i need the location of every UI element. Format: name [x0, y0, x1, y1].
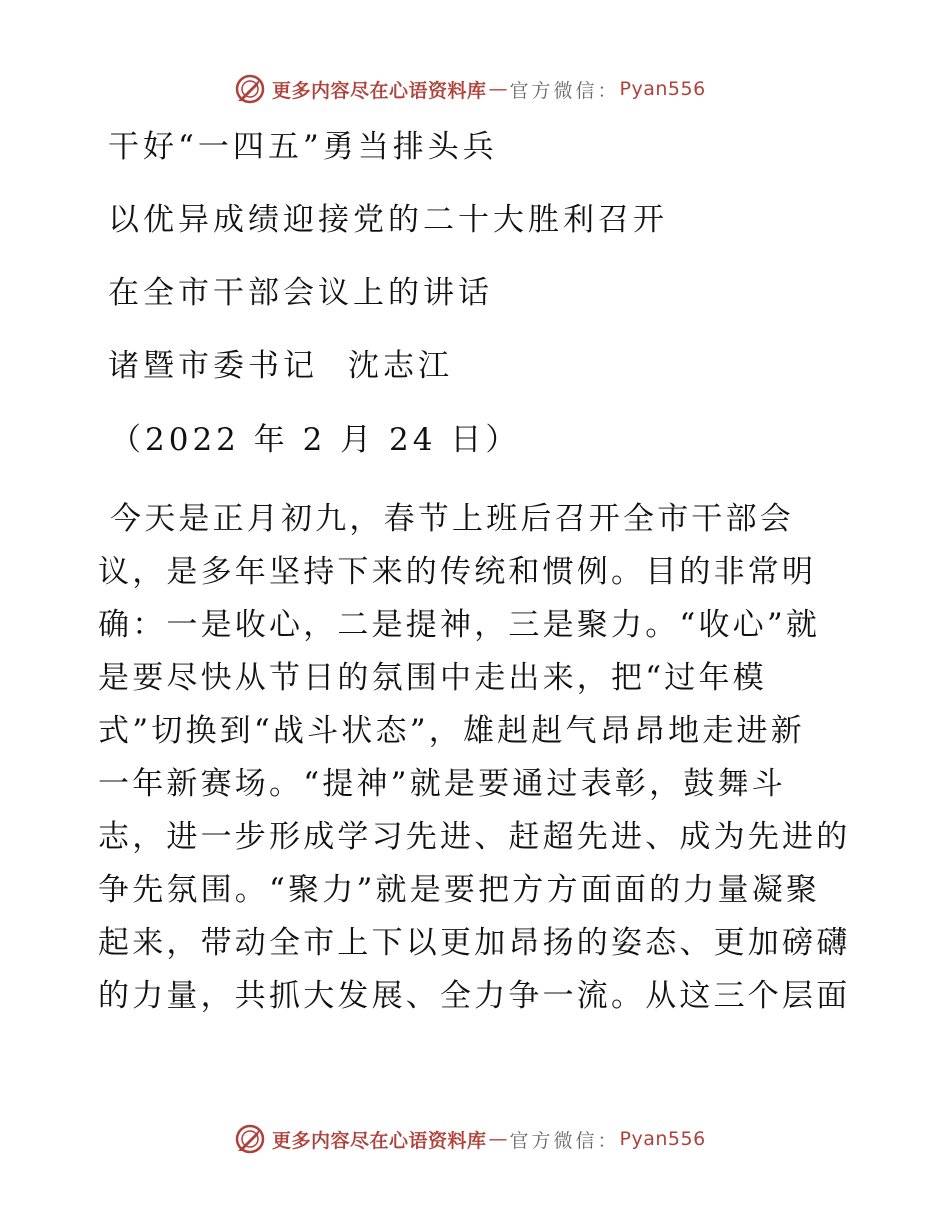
pen-logo-icon — [234, 1123, 266, 1155]
watermark-label: 官方微信： — [509, 1129, 620, 1152]
speech-body — [98, 493, 850, 1023]
body-line: 今天是正月初九，春节上班后召开全市干部会 — [110, 501, 794, 537]
speech-title: 干好“一四五”勇当排头兵 — [108, 129, 498, 165]
watermark-banner-bottom — [234, 1122, 706, 1156]
pen-logo-icon — [234, 73, 266, 105]
body-line: 志，进一步形成学习先进、赶超先进、成为先进的 — [98, 819, 850, 855]
body-line: 一年新赛场。“提神”就是要通过表彰，鼓舞斗 — [98, 766, 786, 802]
speech-subtitle: 以优异成绩迎接党的二十大胜利召开 — [108, 202, 668, 238]
body-line: 确：一是收心，二是提神，三是聚力。“收心”就 — [98, 607, 821, 643]
body-line: 的力量，共抓大发展、全力争一流。从这三个层面 — [98, 978, 850, 1014]
watermark-dash: — — [488, 78, 508, 100]
watermark-wechat-id: Pyan556 — [619, 78, 706, 100]
body-line: 议，是多年坚持下来的传统和惯例。目的非常明 — [98, 554, 817, 590]
watermark-wechat-id: Pyan556 — [619, 1128, 706, 1150]
speech-occasion: 在全市干部会议上的讲话 — [108, 275, 493, 311]
watermark-banner-top — [234, 72, 706, 106]
watermark-dash: — — [488, 1128, 508, 1150]
body-line: 是要尽快从节日的氛围中走出来，把“过年模 — [98, 660, 767, 696]
body-line: 起来，带动全市上下以更加昂扬的姿态、更加磅礴 — [98, 925, 850, 961]
speaker-name: 沈志江 — [348, 348, 453, 384]
body-line: 争先氛围。“聚力”就是要把方方面面的力量凝聚 — [98, 872, 821, 908]
watermark-site-text: 更多内容尽在心语资料库 — [272, 1129, 487, 1152]
body-line: 式”切换到“战斗状态”，雄赳赳气昂昂地走进新 — [98, 713, 805, 749]
speaker-line — [108, 346, 453, 386]
watermark-label: 官方微信： — [509, 79, 620, 102]
speech-date: （2022 年 2 月 24 日） — [110, 422, 521, 458]
speaker-position: 诸暨市委书记 — [108, 348, 318, 384]
watermark-site-text: 更多内容尽在心语资料库 — [272, 79, 487, 102]
